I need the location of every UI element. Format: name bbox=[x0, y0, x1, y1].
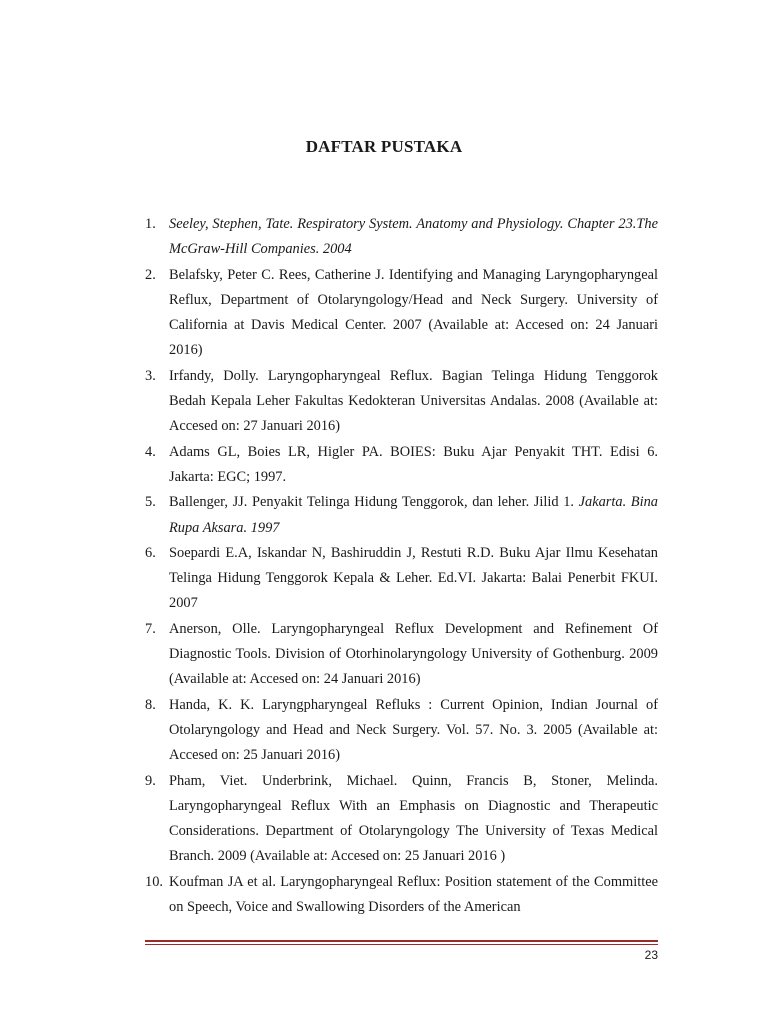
reference-number: 5. bbox=[145, 494, 156, 511]
reference-number: 10. bbox=[145, 873, 163, 890]
reference-text: Handa, K. K. Laryngpharyngeal Refluks : Current Opinion, Indian Journal of Otolaryngology and Head and Neck Surgery. Vol. 57. No. 3. 2005 (Available at: Accesed on: 25 Januari 2016) bbox=[169, 696, 658, 764]
reference-number: 1. bbox=[145, 216, 156, 232]
reference-number: 7. bbox=[145, 620, 156, 637]
reference-text-italic: Jakarta. Bina Rupa Aksara. 1997 bbox=[169, 494, 658, 536]
footer-rule-thin bbox=[145, 944, 658, 945]
reference-item bbox=[145, 870, 658, 921]
reference-text: Pham, Viet. Underbrink, Michael. Quinn, Francis B, Stoner, Melinda. Laryngopharyngeal Reflux With an Emphasis on Diagnostic and Therapeutic Considerations. Department of Otolaryngology The University of Texas Medical Branch. 2009 (Available at: Accesed on: 25 Januari 2016 ) bbox=[169, 772, 658, 865]
reference-text: Adams GL, Boies LR, Higler PA. BOIES: Buku Ajar Penyakit THT. Edisi 6. Jakarta: EGC; 1997. bbox=[169, 443, 658, 485]
reference-item bbox=[145, 617, 658, 693]
reference-item bbox=[145, 440, 658, 491]
reference-number: 9. bbox=[145, 772, 156, 789]
reference-text: Anerson, Olle. Laryngopharyngeal Reflux Development and Refinement Of Diagnostic Tools. Division of Otorhinolaryngology University of Gothenburg. 2009 (Available at: Accesed on: 24 Januari 2016) bbox=[169, 620, 658, 688]
reference-text: Irfandy, Dolly. Laryngopharyngeal Reflux. Bagian Telinga Hidung Tenggorok Bedah Kepala Leher Fakultas Kedokteran Universitas Andalas. 2008 (Available at: Accesed on: 27 Januari 2016) bbox=[169, 367, 658, 435]
reference-item bbox=[145, 769, 658, 870]
reference-number: 3. bbox=[145, 367, 156, 384]
reference-text: Seeley, Stephen, Tate. Respiratory System. Anatomy and Physiology. Chapter 23.The McGraw-Hill Companies. 2004 bbox=[169, 216, 658, 258]
reference-text: Koufman JA et al. Laryngopharyngeal Reflux: Position statement of the Committee on Speech, Voice and Swallowing Disorders of the American bbox=[169, 873, 658, 916]
reference-text: Belafsky, Peter C. Rees, Catherine J. Identifying and Managing Laryngopharyngeal Reflux, Department of Otolaryngology/Head and Neck Surgery. University of California at Davis Medical Center. 2007 (Available at: Accesed on: 24 Januari 2016) bbox=[169, 266, 658, 359]
reference-list bbox=[145, 212, 658, 920]
reference-text: Ballenger, JJ. Penyakit Telinga Hidung Tenggorok, dan leher. Jilid 1. bbox=[169, 494, 579, 511]
footer-rule-thick bbox=[145, 940, 658, 942]
reference-item bbox=[145, 490, 658, 541]
reference-number: 6. bbox=[145, 544, 156, 561]
reference-number: 4. bbox=[145, 443, 156, 460]
reference-item bbox=[145, 212, 658, 263]
reference-number: 2. bbox=[145, 266, 156, 283]
reference-text: Soepardi E.A, Iskandar N, Bashiruddin J, Restuti R.D. Buku Ajar Ilmu Kesehatan Telinga Hidung Tenggorok Kepala & Leher. Ed.VI. Jakarta: Balai Penerbit FKUI. 2007 bbox=[169, 544, 658, 612]
reference-item bbox=[145, 364, 658, 440]
reference-item bbox=[145, 541, 658, 617]
reference-item bbox=[145, 693, 658, 769]
reference-number: 8. bbox=[145, 696, 156, 713]
reference-item bbox=[145, 263, 658, 364]
page-number: 23 bbox=[644, 948, 658, 962]
page-title: DAFTAR PUSTAKA bbox=[305, 137, 463, 156]
